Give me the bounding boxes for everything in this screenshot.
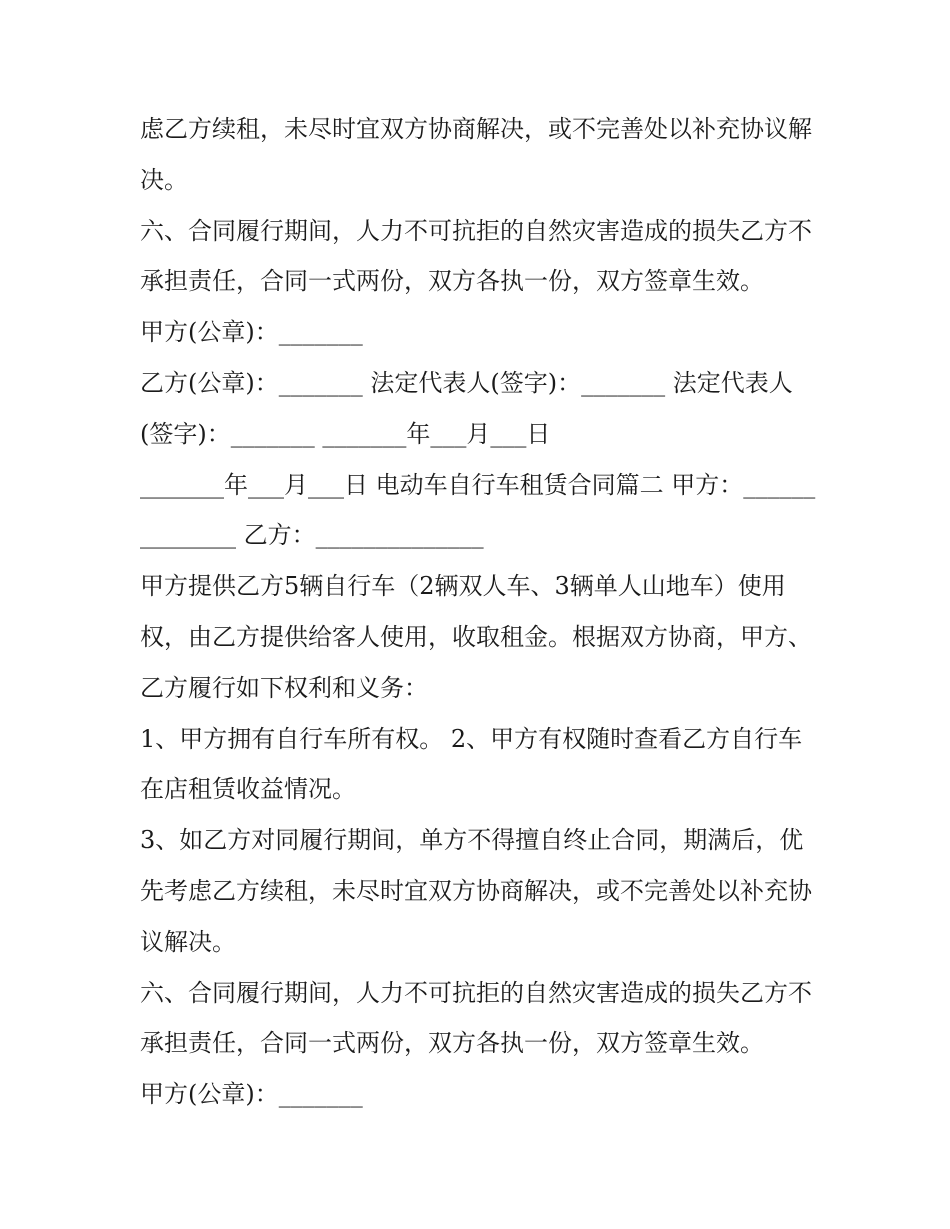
paragraph-clauses-one-two: 1、甲方拥有自行车所有权。 2、甲方有权随时查看乙方自行车在店租赁收益情况。: [140, 724, 803, 804]
paragraph-date-and-contract-two-title: _______年___月___日 电动车自行车租赁合同篇二 甲方：______________ 乙方：______________: [140, 470, 816, 550]
paragraph-clause-six: 六、合同履行期间，人力不可抗拒的自然灾害造成的损失乙方不承担责任，合同一式两份，双方各执一份，双方签章生效。: [140, 216, 812, 296]
paragraph-renewal-continued: 虑乙方续租，未尽时宜双方协商解决，或不完善处以补充协议解决。: [140, 115, 812, 194]
paragraph-bike-provision: 甲方提供乙方5辆自行车（2辆双人车、3辆单人山地车）使用权，由乙方提供给客人使用，收取租金。根据双方协商，甲方、乙方履行如下权利和义务：: [140, 572, 812, 702]
paragraph-clause-three: 3、如乙方对同履行期间，单方不得擅自终止合同，期满后，优先考虑乙方续租，未尽时宜双方协商解决，或不完善处以补充协议解决。: [140, 826, 812, 956]
paragraph-clause-six-repeat: 六、合同履行期间，人力不可抗拒的自然灾害造成的损失乙方不承担责任，合同一式两份，双方各执一份，双方签章生效。: [140, 978, 812, 1058]
paragraph-party-a-seal: 甲方(公章)：_______: [140, 318, 363, 347]
document-body: [140, 104, 820, 1120]
paragraph-party-a-seal-repeat: 甲方(公章)：_______: [140, 1080, 363, 1109]
paragraph-party-b-signature: 乙方(公章)：_______ 法定代表人(签字)：_______ 法定代表人(签字)：_______ _______年___月___日: [140, 368, 793, 448]
